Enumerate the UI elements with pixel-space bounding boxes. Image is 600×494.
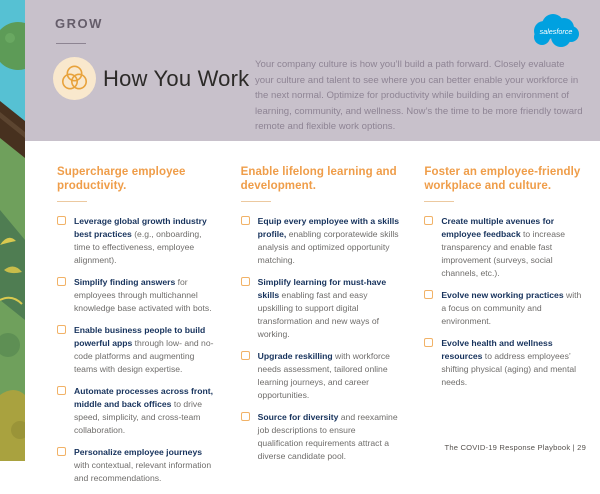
checklist-item-text: [74, 385, 217, 437]
checkbox[interactable]: [57, 325, 66, 334]
item-rest-text: to drive speed, simplicity, and cross-team collaboration.: [74, 399, 203, 435]
eyebrow-rule: [56, 43, 86, 44]
column-2: [241, 165, 401, 494]
column-1: [57, 165, 217, 494]
checkbox[interactable]: [241, 412, 250, 421]
checklist-item-text: [258, 215, 401, 267]
item-rest-text: enabling fast and easy upskilling to support digital transformation and new ways of working.: [257, 290, 379, 339]
page-title: How You Work: [103, 66, 250, 91]
heading-rule: [57, 201, 87, 202]
checklist-item-text: [441, 337, 584, 389]
checkbox[interactable]: [424, 290, 433, 299]
checklist-item-text: [258, 350, 401, 402]
checklist-item: [424, 215, 584, 280]
header-band: [25, 0, 600, 141]
item-rest-text: enabling corporatewide skills analysis and optimized opportunity matching.: [257, 229, 399, 265]
checkbox[interactable]: [424, 338, 433, 347]
item-rest-text: to increase transparency and enable fast improvement (surveys, social channels, etc.).: [441, 229, 566, 278]
item-rest-text: (e.g., onboarding, time to effectiveness, employee alignment).: [74, 229, 202, 265]
main-content: [25, 141, 600, 483]
checkbox[interactable]: [424, 216, 433, 225]
item-lead-text: Upgrade reskilling: [257, 351, 333, 361]
checklist-item-text: [258, 276, 401, 341]
column-heading: Enable lifelong learning and development.: [240, 166, 397, 192]
checklist-item-text: [441, 215, 584, 280]
item-lead-text: Simplify learning for must-have skills: [257, 277, 387, 300]
checklist-item: [241, 215, 401, 267]
item-lead-text: Evolve health and wellness resources: [441, 338, 553, 361]
item-lead-text: Automate processes across front, middle and back offices: [74, 386, 213, 409]
checklist-item: [241, 350, 401, 402]
checklist-item-text: [441, 289, 584, 328]
nature-illustration-graphic: [0, 0, 25, 461]
checkbox[interactable]: [241, 216, 250, 225]
checklist-item-text: [258, 411, 401, 463]
item-lead-text: Leverage global growth industry best practices: [74, 216, 207, 239]
checkbox[interactable]: [57, 216, 66, 225]
item-rest-text: to address employees’ shifting physical (aging) and mental needs.: [441, 351, 577, 387]
column-heading: Supercharge employee productivity.: [57, 166, 186, 192]
checklist-item: [57, 276, 217, 315]
checkbox[interactable]: [57, 277, 66, 286]
checkbox[interactable]: [57, 447, 66, 456]
checklist-item: [57, 215, 217, 267]
checklist-item: [241, 276, 401, 341]
checkbox[interactable]: [241, 351, 250, 360]
item-lead-text: Enable business people to build powerful apps: [74, 325, 206, 348]
item-lead-text: Personalize employee journeys: [74, 447, 203, 457]
item-rest-text: with workforce needs assessment, tailored online learning journeys, and career opportunities.: [257, 351, 390, 400]
item-rest-text: with a focus on community and environment.: [441, 290, 582, 326]
item-rest-text: for employees through multichannel knowledge base activated with bots.: [74, 277, 212, 313]
salesforce-cloud-logo-icon: [530, 12, 582, 50]
checklist-item-text: [74, 276, 217, 315]
checklist-item: [57, 446, 217, 485]
item-lead-text: Simplify finding answers: [74, 277, 176, 287]
item-rest-text: with contextual, relevant information and recommendations.: [74, 460, 212, 483]
trefoil-circles-icon: [53, 57, 96, 100]
intro-paragraph: Your company culture is how you’ll build a path forward. Closely evaluate your culture and talent to see where you can better enable your workforce in the next normal. Optimize for productivity while building an environment of learning, community, and wellness. Now’s the time to be more friendly toward remote and flexible work options.: [255, 59, 583, 132]
item-lead-text: Create multiple avenues for employee feedback: [441, 216, 555, 239]
section-eyebrow: GROW: [55, 16, 103, 31]
checkbox[interactable]: [57, 386, 66, 395]
item-lead-text: Evolve new working practices: [441, 290, 564, 300]
checklist-item: [57, 324, 217, 376]
heading-rule: [241, 201, 271, 202]
checkbox[interactable]: [241, 277, 250, 286]
checklist-item: [424, 289, 584, 328]
checklist-item-text: [74, 324, 217, 376]
checklist-item-text: [74, 215, 217, 267]
checklist-item: [241, 411, 401, 463]
column-heading: Foster an employee-friendly workplace and culture.: [424, 166, 581, 192]
nature-illustration: [0, 0, 25, 461]
page-footer: The COVID-19 Response Playbook | 29: [444, 443, 586, 452]
heading-rule: [424, 201, 454, 202]
item-lead-text: Equip every employee with a skills profile,: [257, 216, 400, 239]
checklist-item: [57, 385, 217, 437]
item-rest-text: through low- and no-code platforms and augmenting teams with design expertise.: [74, 338, 214, 374]
item-lead-text: Source for diversity: [257, 412, 339, 422]
checklist-item-text: [74, 446, 217, 485]
checklist-item: [424, 337, 584, 389]
salesforce-logo-text: salesforce: [539, 27, 573, 36]
item-rest-text: and reexamine job descriptions to ensure qualification requirements attract a diverse candidate pool.: [257, 412, 398, 461]
